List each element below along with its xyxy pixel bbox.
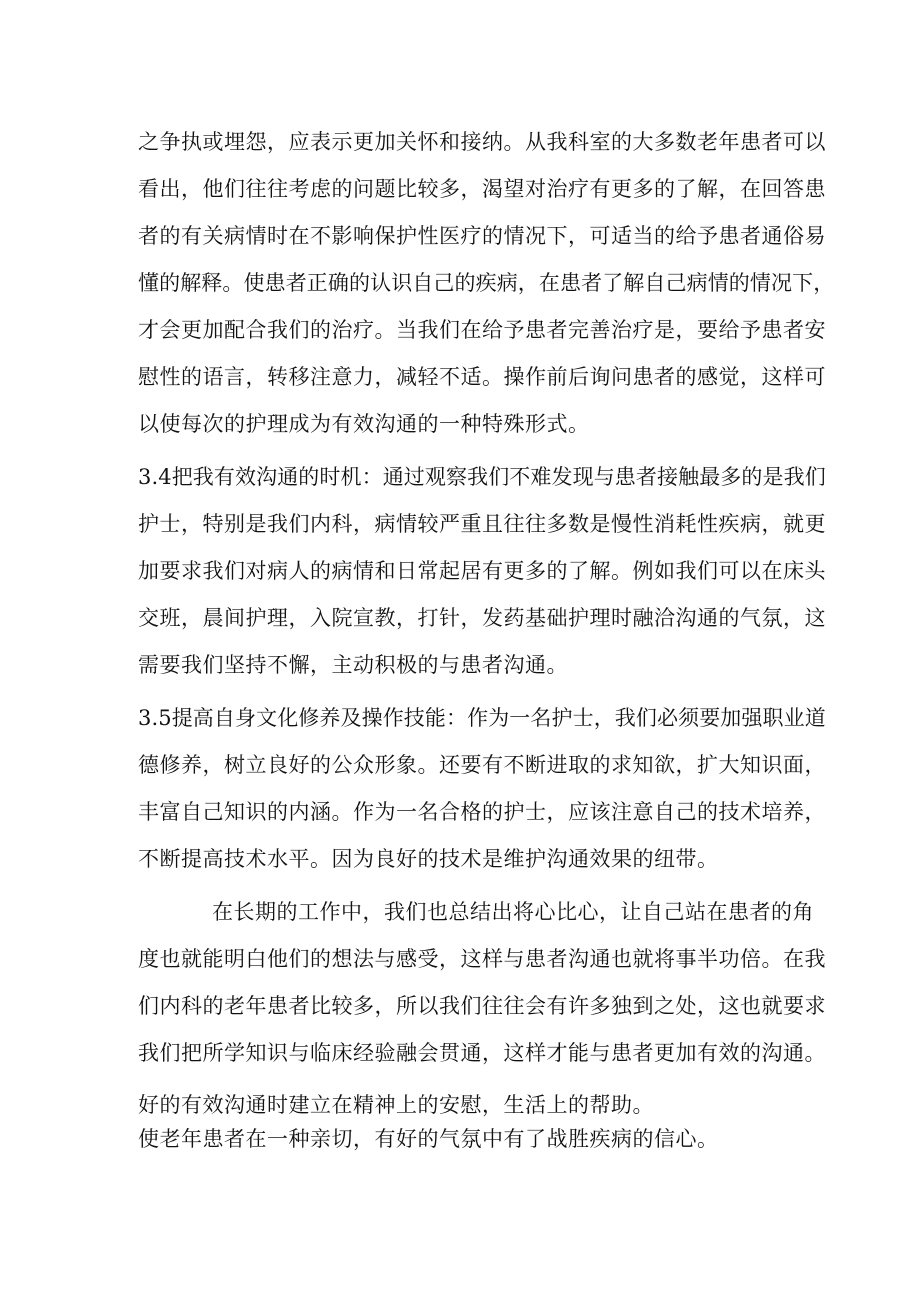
text-line: 我们把所学知识与临床经验融会贯通，这样才能与患者更加有效的沟通。 (138, 1041, 826, 1065)
text-line: 使老年患者在一种亲切，有好的气氛中有了战胜疾病的信心。 (138, 1127, 719, 1151)
text-line: 慰性的语言，转移注意力，减轻不适。操作前后询问患者的感觉，这样可 (138, 365, 826, 389)
text-line: 3.4把我有效沟通的时机：通过观察我们不难发现与患者接触最多的是我们 (138, 465, 826, 489)
text-line: 度也就能明白他们的想法与感受，这样与患者沟通也就将事半功倍。在我 (138, 947, 826, 971)
text-line: 在长期的工作中，我们也总结出将心比心，让自己站在患者的角 (212, 900, 814, 924)
text-line: 需要我们坚持不懈，主动积极的与患者沟通。 (138, 653, 568, 677)
text-line: 者的有关病情时在不影响保护性医疗的情况下，可适当的给予患者通俗易 (138, 224, 826, 248)
text-line: 看出，他们往往考虑的问题比较多，渴望对治疗有更多的了解，在回答患 (138, 177, 826, 201)
text-line: 好的有效沟通时建立在精神上的安慰，生活上的帮助。 (138, 1093, 654, 1117)
text-line: 3.5提高自身文化修养及操作技能：作为一名护士，我们必须要加强职业道 (138, 706, 826, 730)
text-line: 交班，晨间护理，入院宣教，打针，发药基础护理时融洽沟通的气氛，这 (138, 606, 826, 630)
text-line: 丰富自己知识的内涵。作为一名合格的护士，应该注意自己的技术培养， (138, 800, 826, 824)
text-line: 德修养，树立良好的公众形象。还要有不断进取的求知欲，扩大知识面， (138, 753, 826, 777)
text-line: 加要求我们对病人的病情和日常起居有更多的了解。例如我们可以在床头 (138, 559, 826, 583)
text-line: 以使每次的护理成为有效沟通的一种特殊形式。 (138, 412, 590, 436)
text-line: 之争执或埋怨，应表示更加关怀和接纳。从我科室的大多数老年患者可以 (138, 130, 826, 154)
text-line: 不断提高技术水平。因为良好的技术是维护沟通效果的纽带。 (138, 847, 719, 871)
text-line: 们内科的老年患者比较多，所以我们往往会有许多独到之处，这也就要求 (138, 994, 826, 1018)
text-line: 懂的解释。使患者正确的认识自己的疾病，在患者了解自己病情的情况下， (138, 271, 835, 295)
text-line: 才会更加配合我们的治疗。当我们在给予患者完善治疗是，要给予患者安 (138, 318, 826, 342)
text-line: 护士，特别是我们内科，病情较严重且往往多数是慢性消耗性疾病，就更 (138, 512, 826, 536)
